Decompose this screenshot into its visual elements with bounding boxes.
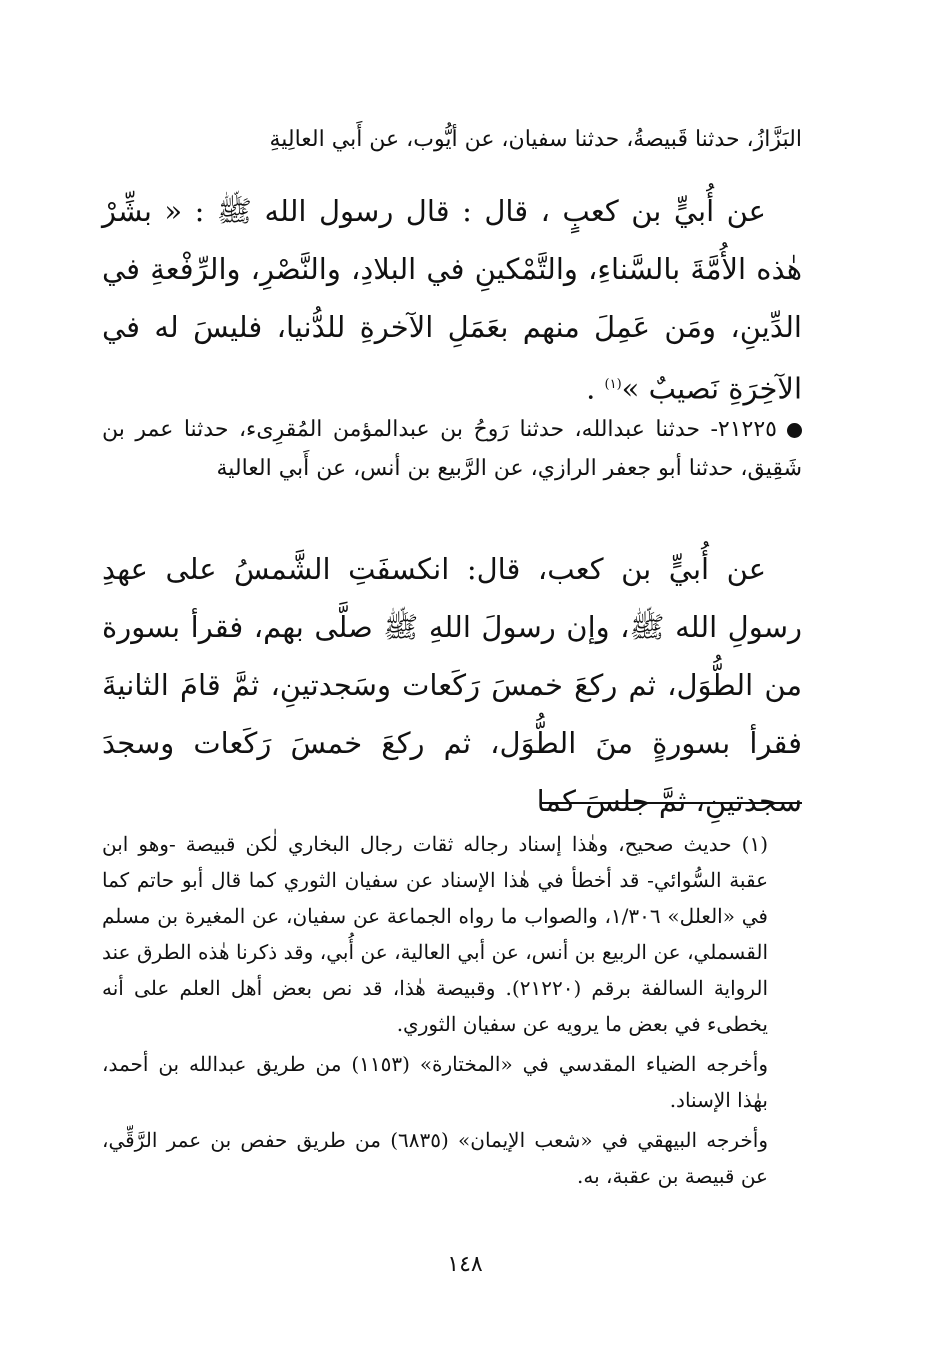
footnote-1: (١) حديث صحيح، وهٰذا إسناد رجاله ثقات رجال البخاري لٰكن قبيصة -وهو ابن عقبة السُّوائي- قد أخطأ في هٰذا الإسناد عن سفيان الثوري كما قال أبو حاتم كما في «العلل» ١/٣٠٦، والصواب ما رواه الجماعة عن سفيان، عن المغيرة بن مسلم القسملي، عن الربيع بن أنس، عن أبي العالية، عن أُبي، وقد ذكرنا هٰذه الطرق عند الرواية السالفة برقم (٢١٢٢٠). وقبيصة هٰذا، قد نص بعض أهل العلم على أنه يخطىء في بعض ما يرويه عن سفيان الثوري. [102, 832, 769, 1036]
hadith-1-end: . [586, 371, 605, 406]
hadith-text-2 [102, 540, 802, 830]
footnotes [102, 826, 802, 1198]
footnote-2: وأخرجه الضياء المقدسي في «المختارة» (١١٥٣) من طريق عبدالله بن أحمد، بهٰذا الإسناد. [102, 1052, 768, 1112]
top-text-line: البَزَّازُ، حدثنا قَبيصةُ، حدثنا سفيان، عن أيُّوب، عن أَبي العالِيةِ [269, 127, 802, 152]
footnote-3: وأخرجه البيهقي في «شعب الإيمان» (٦٨٣٥) من طريق حفص بن عمر الرَّقِّي، عن قبيصة بن عقبة، به. [102, 1128, 768, 1188]
isnad-chain [102, 410, 802, 488]
isnad-text: ٢١٢٢٥- حدثنا عبدالله، حدثنا رَوحُ بن عبدالمؤمن المُقرِىء، حدثنا عمر بن شَقِيق، حدثنا أبو جعفر الرازي، عن الرَّبيع بن أنس، عن أَبي العالية [102, 417, 802, 481]
footnote-ref: (١) [604, 377, 622, 392]
bullet-icon [787, 423, 802, 438]
page-number: ١٤٨ [447, 1252, 483, 1277]
hadith-text-1 [102, 182, 802, 418]
footnote-divider [542, 802, 802, 804]
hadith-1-body: عن أُبيٍّ بن كعبٍ ، قال : قال رسول الله ﷺ : « بشِّرْ هٰذه الأُمَّةَ بالسَّناءِ، والتَّمْكينِ في البلادِ، والنَّصْرِ، والرِّفْعةِ في الدِّينِ، ومَن عَمِلَ منهم بعَمَلِ الآخرةِ للدُّنيا، فليسَ له في الآخِرَةِ نَصيبٌ » [102, 194, 802, 406]
hadith-2-body: عن أُبيٍّ بن كعب، قال: انكسفَتِ الشَّمسُ على عهدِ رسولِ الله ﷺ، وإن رسولَ اللهِ ﷺ صلَّى بهم، فقرأ بسورة من الطُّوَل، ثم ركعَ خمسَ رَكَعات وسَجدتينِ، ثمَّ قامَ الثانيةَ فقرأ بسورةٍ منَ الطُّوَل، ثم ركعَ خمسَ رَكَعات وسجدَ سجدتينِ، ثمَّ جلسَ كما [102, 552, 802, 818]
